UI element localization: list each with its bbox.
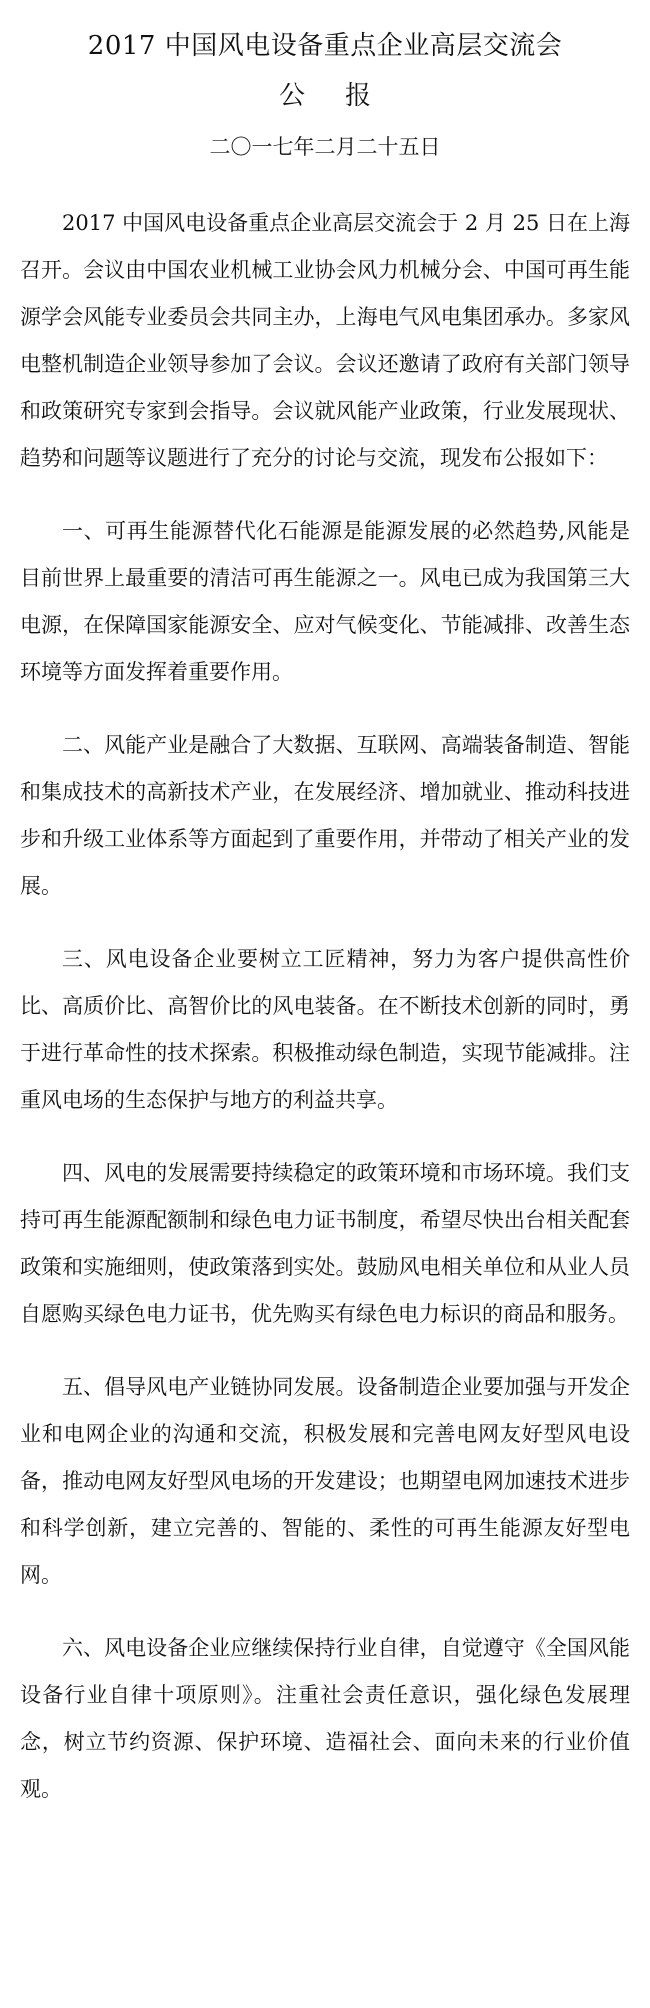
paragraph-5: 五、倡导风电产业链协同发展。设备制造企业要加强与开发企业和电网企业的沟通和交流，积极发展和完善电网友好型风电设备，推动电网友好型风电场的开发建设；也期望电网加速技术进步和科学创新，建立完善的、智能的、柔性的可再生能源友好型电网。 [20, 1375, 630, 1587]
document-subtitle: 公报 [278, 81, 411, 111]
paragraph-6: 六、风电设备企业应继续保持行业自律，自觉遵守《全国风能设备行业自律十项原则》。注重社会责任意识，强化绿色发展理念，树立节约资源、保护环境、造福社会、面向未来的行业价值观。 [20, 1636, 630, 1801]
document-date: 二〇一七年二月二十五日 [209, 135, 441, 159]
paragraph-intro: 2017 中国风电设备重点企业高层交流会于 2 月 25 日在上海召开。会议由中国农业机械工业协会风力机械分会、中国可再生能源学会风能专业委员会共同主办，上海电气风电集团承办。多家风电整机制造企业领导参加了会议。会议还邀请了政府有关部门领导和政策研究专家到会指导。会议就风能产业政策，行业发展现状、趋势和问题等议题进行了充分的讨论与交流，现发布公报如下： [20, 211, 630, 470]
paragraph-3: 三、风电设备企业要树立工匠精神，努力为客户提供高性价比、高质价比、高智价比的风电装备。在不断技术创新的同时，勇于进行革命性的技术探索。积极推动绿色制造，实现节能减排。注重风电场的生态保护与地方的利益共享。 [20, 947, 630, 1112]
document-body [20, 200, 630, 1813]
paragraph-2: 二、风能产业是融合了大数据、互联网、高端装备制造、智能和集成技术的高新技术产业，在发展经济、增加就业、推动科技进步和升级工业体系等方面起到了重要作用，并带动了相关产业的发展。 [20, 733, 630, 898]
document-title: 2017 中国风电设备重点企业高层交流会 [87, 31, 563, 61]
paragraph-1: 一、可再生能源替代化石能源是能源发展的必然趋势,风能是目前世界上最重要的清洁可再生能源之一。风电已成为我国第三大电源，在保障国家能源安全、应对气候变化、节能减排、改善生态环境等方面发挥着重要作用。 [20, 519, 630, 684]
paragraph-4: 四、风电的发展需要持续稳定的政策环境和市场环境。我们支持可再生能源配额制和绿色电力证书制度，希望尽快出台相关配套政策和实施细则，使政策落到实处。鼓励风电相关单位和从业人员自愿购买绿色电力证书，优先购买有绿色电力标识的商品和服务。 [20, 1161, 630, 1326]
